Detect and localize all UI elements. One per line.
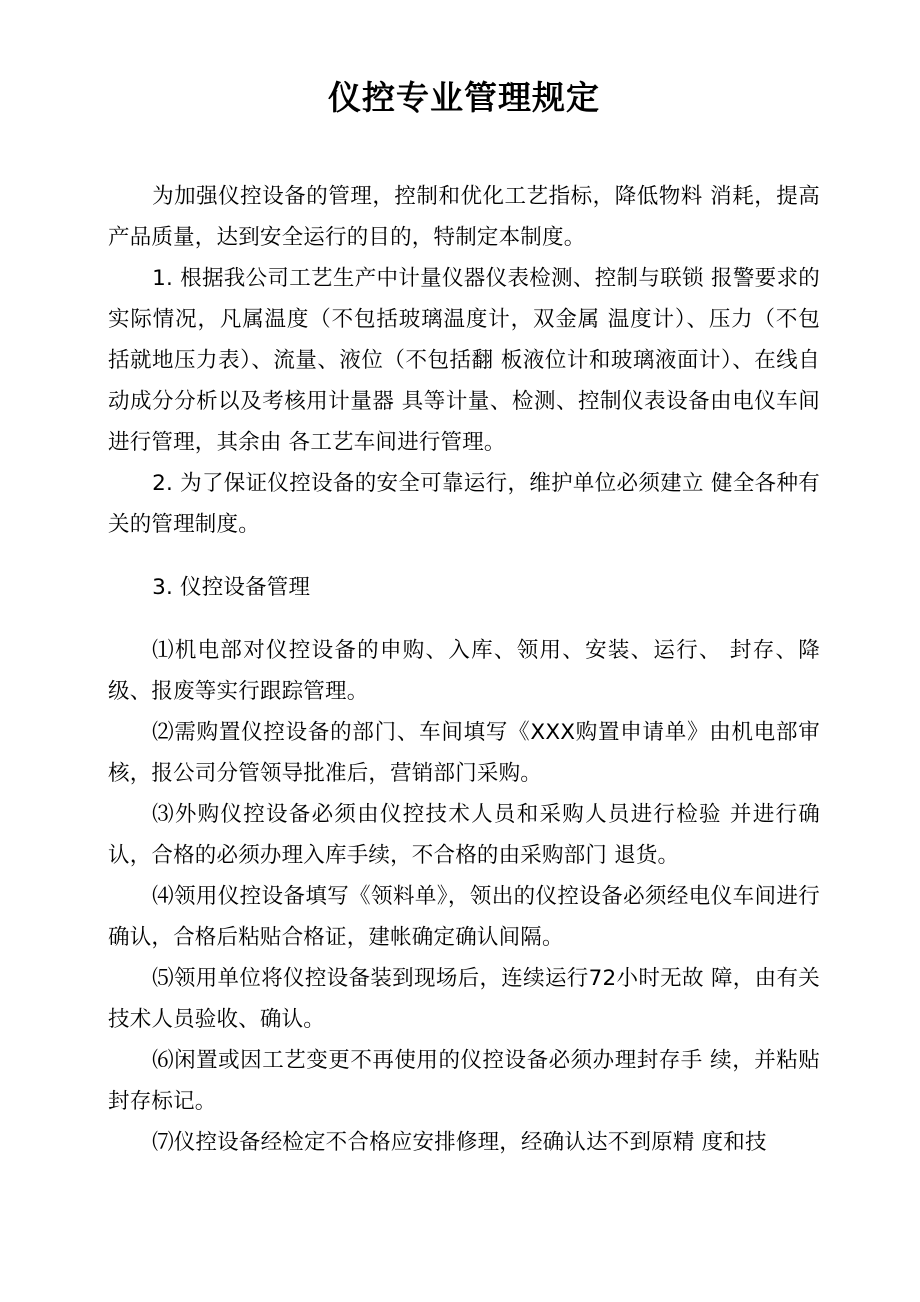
paragraph-item-1: 1. 根据我公司工艺生产中计量仪器仪表检测、控制与联锁 报警要求的实际情况，凡属温度（不包括玻璃温度计，双金属 温度计）、压力（不包括就地压力表）、流量、液位（不包括翻 板液位计和玻璃液面计）、在线自动成分分析以及考核用计量器 具等计量、检测、控制仪表设备由电仪车间进行管理，其余由 各工艺车间进行管理。 (108, 265, 820, 455)
paragraph-intro: 为加强仪控设备的管理，控制和优化工艺指标，降低物料 消耗，提高产品质量，达到安全运行的目的，特制定本制度。 (108, 183, 820, 250)
page-title: 仪控专业管理规定 (328, 78, 600, 117)
paragraph-sub-6: ⑹闲置或因工艺变更不再使用的仪控设备必须办理封存手 续，并粘贴封存标记。 (108, 1047, 820, 1114)
paragraph-sub-1: ⑴机电部对仪控设备的申购、入库、领用、安装、运行、 封存、降级、报废等实行跟踪管理。 (108, 637, 820, 704)
document-body (108, 0, 820, 1163)
paragraph-sub-7: ⑺仪控设备经检定不合格应安排修理，经确认达不到原精 度和技 (152, 1129, 767, 1155)
paragraph-item-2: 2. 为了保证仪控设备的安全可靠运行，维护单位必须建立 健全各种有关的管理制度。 (108, 470, 820, 537)
document-paragraphs (108, 176, 820, 1163)
paragraph-sub-3: ⑶外购仪控设备必须由仪控技术人员和采购人员进行检验 并进行确认，合格的必须办理入库手续，不合格的由采购部门 退货。 (108, 801, 820, 868)
paragraph-sub-4: ⑷领用仪控设备填写《领料单》，领出的仪控设备必须经电仪车间进行确认，合格后粘贴合格证，建帐确定确认间隔。 (108, 883, 820, 950)
paragraph-sub-2: ⑵需购置仪控设备的部门、车间填写《XXX购置申请单》由机电部审核，报公司分管领导批准后，营销部门采购。 (108, 719, 820, 786)
paragraph-sub-5: ⑸领用单位将仪控设备装到现场后，连续运行72小时无故 障，由有关技术人员验收、确认。 (108, 965, 820, 1032)
paragraph-item-3: 3. 仪控设备管理 (152, 574, 311, 600)
